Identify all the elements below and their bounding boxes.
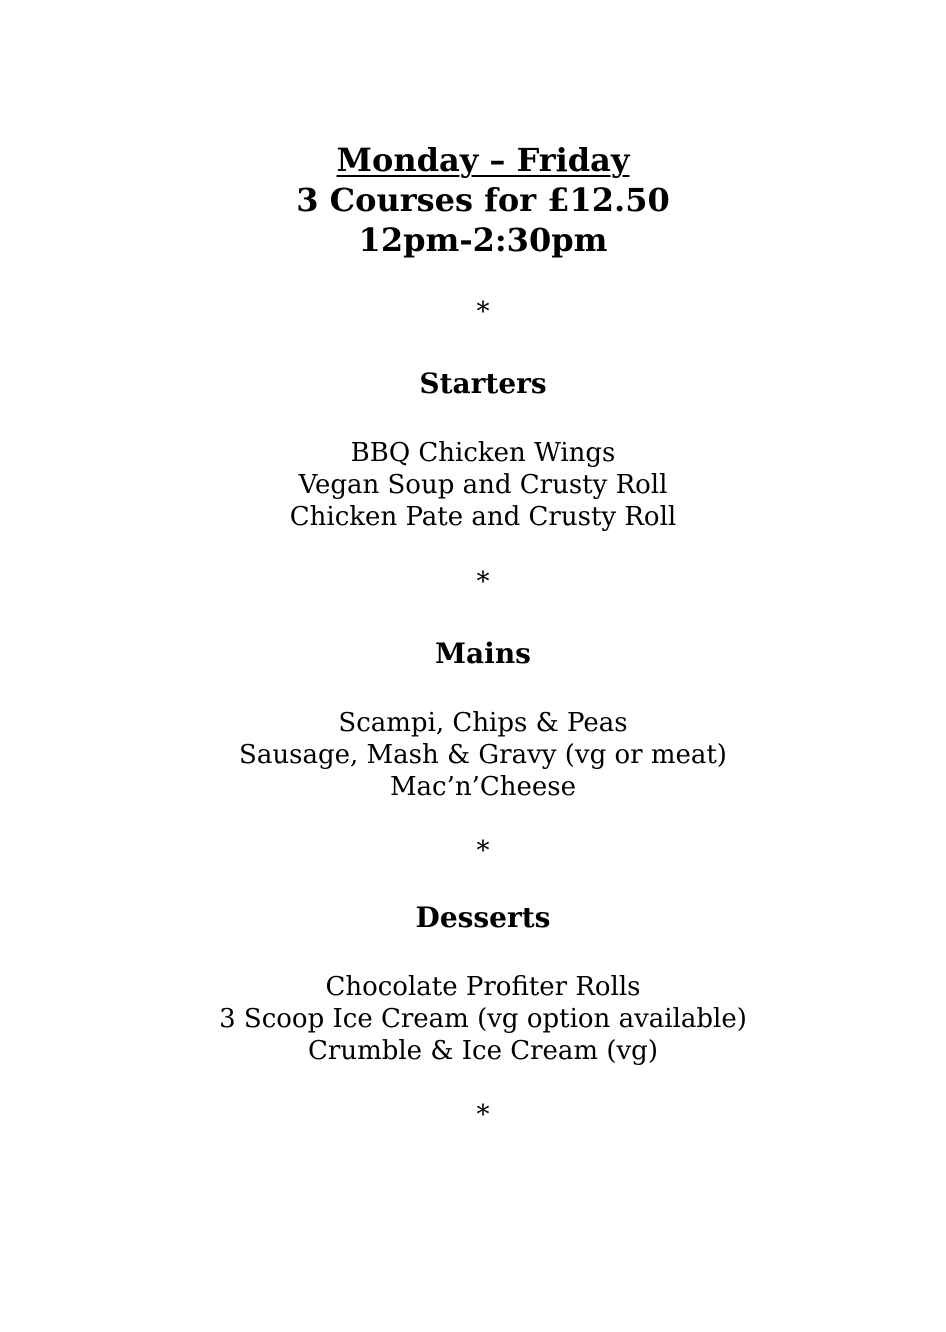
section-title-mains: Mains	[435, 637, 531, 670]
menu-hours-heading: 12pm-2:30pm	[358, 221, 608, 259]
menu-item: Sausage, Mash & Gravy (vg or meat)	[239, 740, 727, 770]
menu-item: Vegan Soup and Crusty Roll	[298, 470, 668, 500]
menu-item: 3 Scoop Ice Cream (vg option available)	[219, 1004, 747, 1034]
menu-item: Scampi, Chips & Peas	[338, 708, 628, 738]
menu-offer-heading: 3 Courses for £12.50	[296, 181, 670, 219]
section-title-starters: Starters	[419, 367, 547, 400]
menu-item: Mac’n’Cheese	[389, 772, 577, 802]
menu-item: Chicken Pate and Crusty Roll	[289, 502, 677, 532]
section-title-desserts: Desserts	[415, 901, 551, 934]
separator: *	[476, 297, 490, 327]
separator: *	[476, 836, 490, 866]
separator: *	[476, 567, 490, 597]
menu-days-heading: Monday – Friday	[336, 141, 630, 179]
menu-item: Crumble & Ice Cream (vg)	[308, 1036, 658, 1066]
menu-item: BBQ Chicken Wings	[350, 438, 616, 468]
menu-item: Chocolate Profiter Rolls	[325, 972, 641, 1002]
separator: *	[476, 1100, 490, 1130]
